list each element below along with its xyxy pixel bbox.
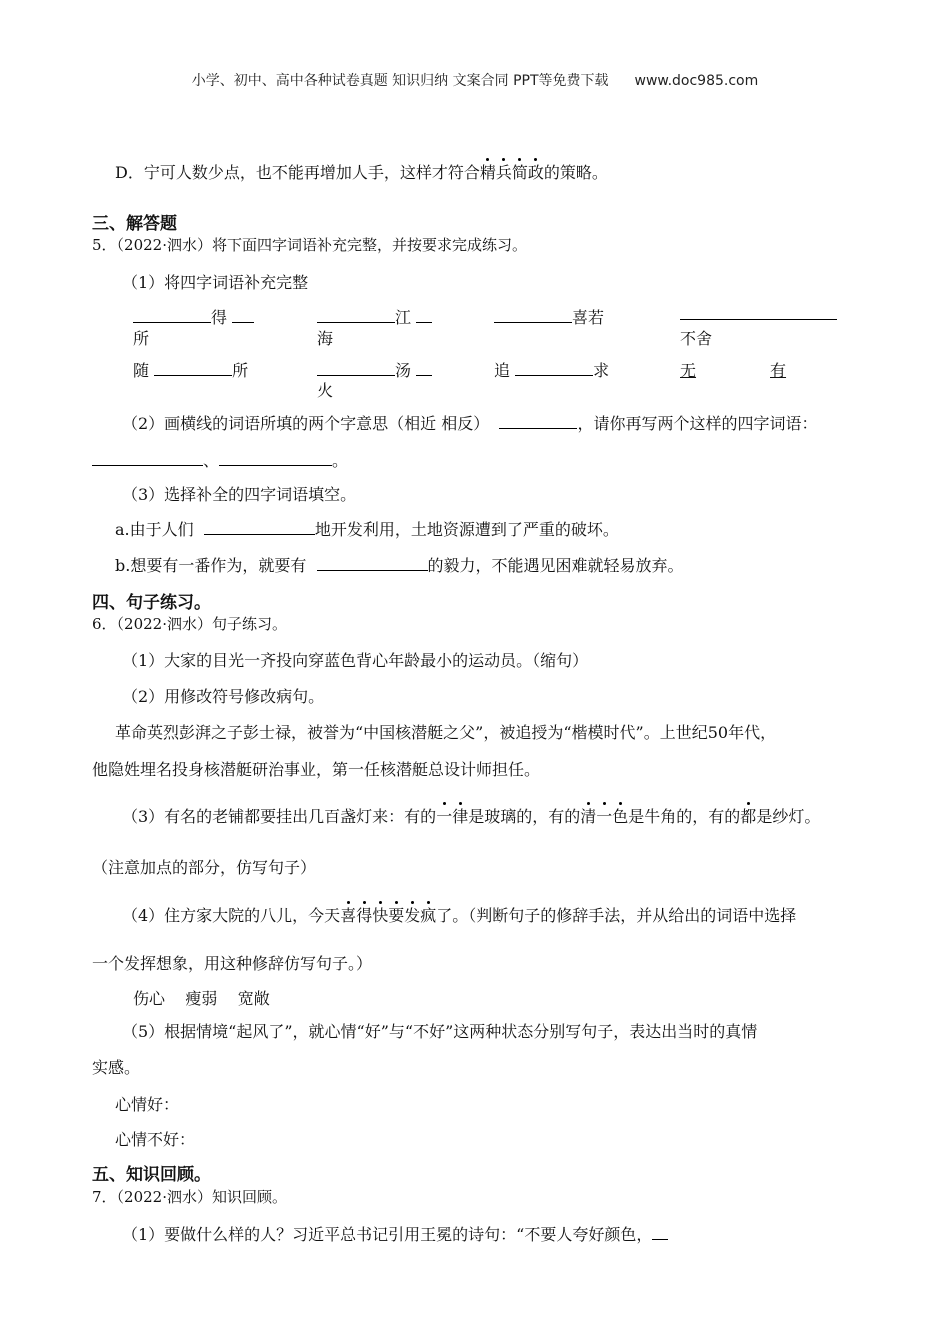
q6-sub3-note: （注意加点的部分，仿写句子）	[92, 858, 317, 877]
header-url[interactable]: www.doc985.com	[634, 73, 759, 89]
idiom-char: 有	[770, 361, 787, 380]
dotted-char: 兵	[495, 163, 512, 182]
sub4-text: （4）住方家大院的八儿，今天	[122, 906, 341, 925]
period: 。	[332, 451, 349, 470]
sub3-text: 是纱灯。	[756, 807, 821, 826]
question-6: 6．（2022·泗水）句子练习。	[92, 615, 287, 633]
blank[interactable]	[232, 308, 254, 323]
idiom-char: 喜若	[572, 308, 605, 327]
dotted-char: 喜	[340, 906, 357, 925]
idiom-6	[317, 358, 432, 381]
q6-paragraph-line2: 他隐姓埋名投身核潜艇研治事业，第一任核潜艇总设计师担任。	[92, 760, 541, 779]
blank[interactable]	[219, 451, 332, 466]
separator: 、	[203, 451, 220, 470]
dotted-char: 清	[580, 807, 597, 826]
section-3-title: 三、解答题	[92, 214, 177, 234]
sub3-b-pre: b.想要有一番作为，就要有	[115, 556, 307, 575]
blank[interactable]	[416, 308, 432, 323]
idiom-1-wrap: 所	[133, 329, 150, 348]
blank[interactable]	[696, 361, 770, 380]
blank[interactable]	[494, 308, 572, 323]
idiom-6-wrap: 火	[317, 381, 334, 400]
idiom-char: 得	[211, 308, 228, 327]
q5-sub3-b	[115, 553, 684, 576]
dotted-char: 律	[452, 807, 469, 826]
dotted-phrase	[340, 906, 436, 925]
question-5: 5．（2022·泗水）将下面四字词语补充完整，并按要求完成练习。	[92, 236, 527, 254]
idiom-2-wrap: 海	[317, 329, 334, 348]
dotted-char: 疯	[420, 906, 437, 925]
dotted-dou	[740, 807, 756, 826]
blank[interactable]	[133, 308, 211, 323]
sub4-text: 了。（判断句子的修辞手法，并从给出的词语中选择	[436, 906, 797, 925]
idiom-char: 求	[593, 361, 610, 380]
q5-sub2-answers	[92, 448, 348, 471]
idiom-char: 无	[680, 361, 697, 380]
section-5-title: 五、知识回顾。	[92, 1165, 211, 1185]
blank[interactable]	[317, 308, 395, 323]
q6-sub2: （2）用修改符号修改病句。	[122, 687, 325, 706]
sub3-text: 是玻璃的，有的	[468, 807, 581, 826]
idiom-7	[494, 358, 609, 381]
idiom-4-wrap: 不舍	[680, 329, 713, 348]
header-text: 小学、初中、高中各种试卷真题 知识归纳 文案合同 PPT等免费下载	[191, 73, 609, 89]
section-4-title: 四、句子练习。	[92, 593, 211, 613]
q7-sub1	[122, 1222, 668, 1245]
q6-sub4	[122, 903, 796, 926]
sub3-a-pre: a.由于人们	[115, 520, 194, 539]
idiom-char: 所	[232, 361, 249, 380]
idiom-8	[680, 358, 786, 381]
blank[interactable]	[680, 305, 837, 320]
dotted-char: 一	[596, 807, 613, 826]
sub3-text: 是牛角的，有的	[628, 807, 741, 826]
q5-sub3-a	[115, 517, 619, 540]
q5-sub2	[122, 411, 817, 434]
q6-sub5-line2: 实感。	[92, 1058, 141, 1077]
idiom-char: 追	[494, 361, 511, 380]
dotted-yilv	[436, 807, 468, 826]
option-d	[115, 160, 608, 183]
dotted-char: 政	[527, 163, 544, 182]
dotted-char: 精	[479, 163, 496, 182]
dotted-char: 色	[612, 807, 629, 826]
sub3-b-post: 的毅力，不能遇见困难就轻易放弃。	[427, 556, 684, 575]
option-d-prefix: D．宁可人数少点，也不能再增加人手，这样才符合	[115, 163, 480, 182]
idiom-5	[133, 358, 248, 381]
dotted-char: 简	[511, 163, 528, 182]
option-d-dotted	[480, 163, 544, 182]
dotted-char: 发	[404, 906, 421, 925]
dotted-char: 都	[740, 807, 757, 826]
idiom-char: 汤	[395, 361, 412, 380]
blank[interactable]	[317, 361, 395, 376]
sub3-text: （3）有名的老铺都要挂出几百盏灯来：有的	[122, 807, 437, 826]
blank[interactable]	[416, 361, 432, 376]
page-header	[0, 70, 950, 90]
q5-sub3: （3）选择补全的四字词语填空。	[122, 485, 357, 504]
q6-sub4-words: 伤心 瘦弱 宽敞	[133, 989, 270, 1008]
idiom-3	[494, 305, 604, 328]
mood-bad-label: 心情不好：	[115, 1130, 196, 1149]
q6-sub3	[122, 804, 820, 827]
dotted-qingyise	[580, 807, 628, 826]
idiom-2	[317, 305, 432, 328]
idiom-1	[133, 305, 254, 328]
dotted-char: 得	[356, 906, 373, 925]
q5-sub2-text: （2）画横线的词语所填的两个字意思（相近 相反）	[122, 414, 490, 433]
q5-sub1: （1）将四字词语补充完整	[122, 273, 309, 292]
q6-sub4-line2: 一个发挥想象，用这种修辞仿写句子。）	[92, 954, 373, 973]
dotted-char: 要	[388, 906, 405, 925]
blank[interactable]	[317, 556, 428, 571]
blank[interactable]	[204, 520, 315, 535]
q5-sub2-text2: ，请你再写两个这样的四字词语：	[577, 414, 818, 433]
dotted-char: 快	[372, 906, 389, 925]
q6-paragraph-line1: 革命英烈彭湃之子彭士禄，被誉为“中国核潜艇之父”，被追授为“楷模时代”。上世纪50年代，	[115, 723, 777, 742]
blank[interactable]	[499, 414, 577, 429]
mood-good-label: 心情好：	[115, 1095, 180, 1114]
q6-sub1: （1）大家的目光一齐投向穿蓝色背心年龄最小的运动员。（缩句）	[122, 651, 589, 670]
idiom-char: 江	[395, 308, 412, 327]
idiom-4	[680, 305, 837, 324]
q6-sub5: （5）根据情境“起风了”，就心情“好”与“不好”这两种状态分别写句子，表达出当时的真情	[122, 1022, 758, 1041]
blank[interactable]	[652, 1225, 668, 1240]
blank[interactable]	[154, 361, 232, 376]
question-7: 7．（2022·泗水）知识回顾。	[92, 1188, 287, 1206]
blank[interactable]	[515, 361, 593, 376]
q7-sub1-text: （1）要做什么样的人？习近平总书记引用王冕的诗句：“不要人夸好颜色，	[122, 1225, 653, 1244]
option-d-suffix: 的策略。	[543, 163, 608, 182]
blank[interactable]	[92, 451, 203, 466]
dotted-char: 一	[436, 807, 453, 826]
sub3-a-post: 地开发利用，土地资源遭到了严重的破坏。	[314, 520, 619, 539]
idiom-char: 随	[133, 361, 150, 380]
